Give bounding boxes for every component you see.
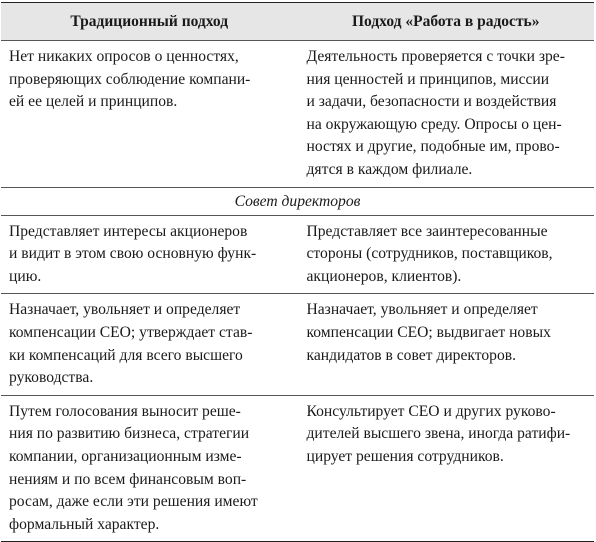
- text-line: Путем голосования выносит реше-: [9, 402, 241, 420]
- text-line: ния по развитию бизнеса, стратегии: [9, 425, 250, 443]
- table-row: [1, 294, 594, 395]
- cell-traditional: [1, 41, 298, 188]
- text-line: кандидатов в совет директоров.: [306, 346, 517, 364]
- text-line: росам, даже если эти решения имеют: [9, 493, 258, 511]
- cell-traditional: [1, 395, 298, 542]
- text-line: Назначает, увольняет и определяет: [9, 301, 241, 319]
- text-line: дятся в каждом филиале.: [306, 160, 473, 178]
- text-line: Нет никаких опросов о ценностях,: [9, 48, 239, 65]
- text-line: Назначает, увольняет и определяет: [306, 301, 538, 319]
- text-line: компенсации CEO; утверждает став-: [9, 323, 253, 341]
- section-title: Совет директоров: [1, 187, 594, 215]
- text-line: Консультирует CEO и других руково-: [306, 402, 556, 420]
- comparison-table: [1, 2, 594, 542]
- text-line: акционеров, клиентов).: [306, 267, 462, 285]
- text-line: и видит в этом свою основную функ-: [9, 245, 257, 263]
- text-line: Деятельность проверяется с точки зре-: [306, 48, 565, 65]
- text-line: дителей высшего звена, иногда ратифи-: [306, 425, 571, 443]
- table-row: [1, 395, 594, 542]
- text-line: Представляет все заинтересованные: [306, 222, 548, 240]
- cell-traditional: [1, 294, 298, 395]
- text-line: ей ее целей и принципов.: [9, 93, 178, 111]
- header-row: [1, 3, 594, 41]
- text-line: ностях и другие, подобные им, прово-: [306, 138, 560, 156]
- text-line: цию.: [9, 267, 42, 285]
- text-line: нениям и по всем финансовым воп-: [9, 470, 247, 488]
- cell-joy-at-work: [298, 41, 595, 188]
- text-line: стороны (сотрудников, поставщиков,: [306, 245, 553, 263]
- header-traditional: Традиционный подход: [1, 3, 298, 41]
- text-line: ния ценностей и принципов, миссии: [306, 70, 550, 88]
- header-joy-at-work: Подход «Работа в радость»: [298, 3, 595, 41]
- text-line: на окружающую среду. Опросы о цен-: [306, 115, 562, 133]
- text-line: компании, организационным изме-: [9, 447, 242, 465]
- text-line: проверяющих соблюдение компани-: [9, 70, 251, 88]
- cell-traditional: [1, 215, 298, 294]
- table-row: [1, 215, 594, 294]
- text-line: формальный характер.: [9, 515, 160, 533]
- text-line: цирует решения сотрудников.: [306, 447, 504, 465]
- text-line: ки компенсаций для всего высшего: [9, 346, 243, 364]
- cell-joy-at-work: [298, 395, 595, 542]
- text-line: руководства.: [9, 369, 94, 387]
- cell-joy-at-work: [298, 294, 595, 395]
- text-line: и задачи, безопасности и воздействия: [306, 93, 557, 111]
- cell-joy-at-work: [298, 215, 595, 294]
- text-line: компенсации CEO; выдвигает новых: [306, 323, 551, 341]
- table-row: [1, 41, 594, 188]
- section-row: [1, 187, 594, 215]
- text-line: Представляет интересы акционеров: [9, 222, 248, 240]
